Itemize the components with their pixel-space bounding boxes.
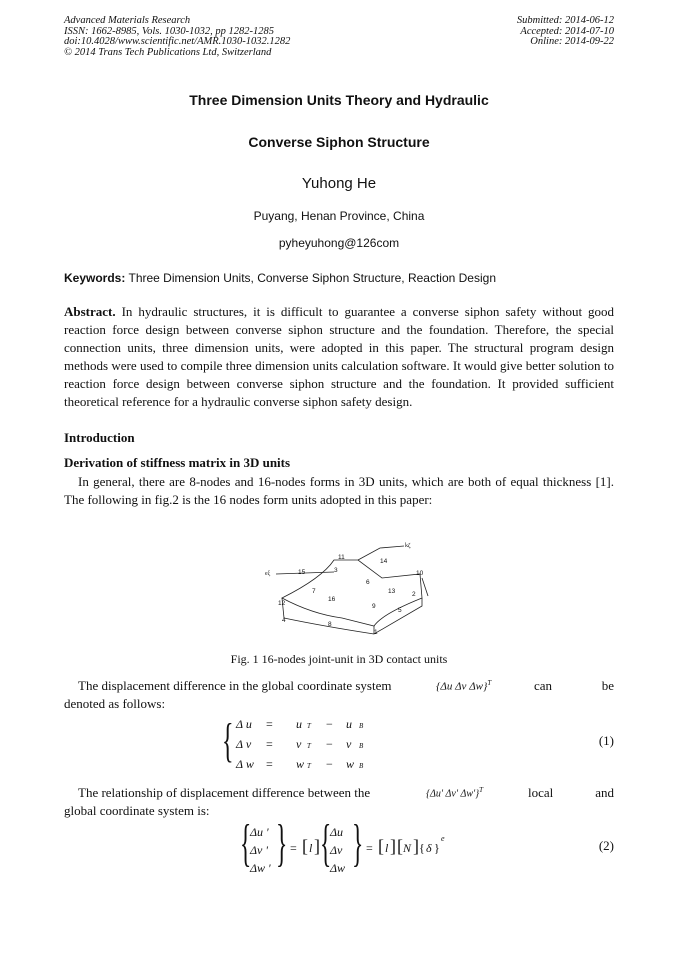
eq2-left-2: Δw ' (250, 861, 271, 875)
eq1-row1-cell0: Δ v (236, 737, 252, 751)
equation-1 (222, 713, 382, 775)
eq2-right-2: Δw (330, 861, 346, 875)
para3-end: global coordinate system is: (64, 803, 210, 818)
email: pyheyuhong@126com (278, 236, 400, 250)
eq1-brace: { (222, 714, 234, 767)
heading-introduction: Introduction (64, 430, 135, 445)
eq2-left-1: Δv ' (250, 843, 268, 857)
para2-start: The displacement difference in the global coordinate system (78, 678, 392, 693)
node-label-8: 8 (328, 621, 332, 628)
paragraph-nodes: In general, there are 8-nodes and 16-nodes forms in 3D units, which are both of equal thickness [1]. The following in fig.2 is the 16 nodes form units adopted in this paper: (64, 474, 614, 507)
eq2-delta: δ (426, 841, 432, 855)
eq1-row1-cell2: v (296, 737, 302, 751)
eq2-right-0: Δu (330, 825, 344, 839)
node-label-16: 16 (328, 596, 336, 603)
node-label-12: 12 (278, 600, 286, 607)
para3-vector (426, 786, 483, 799)
eq1-row2-cell3: T (307, 762, 311, 770)
eq2-bracket-l3: [ (397, 836, 403, 856)
eq2-l2: l (385, 841, 389, 855)
para-relationship (64, 785, 614, 801)
journal-name: Advanced Materials Research (64, 15, 191, 26)
eq2-N: N (403, 841, 412, 855)
doi: doi:10.4028/www.scientific.net/AMR.1030-1032.1282 (64, 36, 291, 47)
para3-local: local (528, 785, 554, 800)
keywords-label: Keywords: (64, 271, 126, 285)
eq2-delta-brace-open: { (419, 841, 425, 855)
eq2-left-0: Δu ' (250, 825, 269, 839)
copyright: © 2014 Trans Tech Publications Ltd, Switzerland (64, 46, 272, 58)
online-date: Online: 2014-09-22 (530, 36, 614, 47)
eq1-row0-cell6: B (359, 722, 364, 730)
eq1-row1-cell1: = (266, 737, 273, 751)
eq1-row0-cell1: = (266, 717, 273, 731)
eq1-row2-cell5: w (346, 757, 355, 771)
affiliation: Puyang, Henan Province, China (253, 209, 425, 223)
eq2-left-brace-open: { (240, 815, 252, 872)
node-label-15: 15 (298, 569, 306, 576)
eq2-bracket-r3: ] (413, 836, 419, 856)
figure-caption: Fig. 1 16-nodes joint-unit in 3D contact units (230, 652, 448, 666)
bottom-edge (282, 598, 422, 634)
eq2-delta-brace-close: } (434, 841, 440, 855)
para3-sup: T (479, 786, 484, 794)
journal-info (64, 16, 290, 58)
para2-be: be (601, 678, 614, 693)
abstract-label: Abstract. (64, 304, 116, 319)
eq2-equals-2: = (366, 841, 373, 855)
eq2-sup: e (441, 834, 445, 843)
issn: ISSN: 1662-8985, Vols. 1030-1032, pp 1282-1285 (64, 25, 274, 37)
node-label-14: 14 (380, 558, 388, 565)
eq2-left-brace-close: } (276, 815, 288, 872)
para2-vector-text: {Δu Δv Δw} (436, 680, 488, 693)
para3-start: The relationship of displacement difference between the (78, 785, 371, 800)
eq2-right-1: Δv (330, 843, 343, 857)
para2-vector (436, 679, 491, 693)
eq1-row2-cell1: = (266, 757, 273, 771)
eq2-equals-1: = (290, 841, 297, 855)
node-label-11: 11 (338, 554, 345, 561)
heading-derivation: Derivation of stiffness matrix in 3D units (64, 455, 291, 470)
eq2-right-vector (330, 823, 345, 877)
abstract-text: In hydraulic structures, it is difficult to guarantee a converse siphon safety without good reaction force design between converse siphon structure and the foundation. Therefore, the special connection units, three dimension units, were adopted in this paper. The structural program design methods were used to compile three dimension units calculation software. It would give better solution to reaction force design between converse siphon structure and the foundation. It provided sufficient theoretical reference for a hydraulic converse siphon safety design. (64, 304, 614, 409)
eq1-row1-cell6: B (359, 742, 364, 750)
para2-can: can (534, 678, 553, 693)
figure-16-node-unit (262, 538, 434, 638)
eq2-l: l (309, 841, 313, 855)
eq2-right-brace-close: } (352, 815, 364, 872)
eq1-row0-cell5: u (346, 717, 352, 731)
node-label-9: 9 (372, 603, 376, 610)
node-label-7: 7 (312, 588, 316, 595)
para2-end: denoted as follows: (64, 696, 166, 711)
eq2-bracket-l: [ (302, 836, 308, 856)
eq2-bracket-r2: ] (390, 836, 396, 856)
eq1-row0-cell4: − (326, 717, 333, 731)
eq1-row0-cell0: Δ u (236, 717, 252, 731)
submitted-date: Submitted: 2014-06-12 (516, 15, 614, 26)
node-label-5: 5 (398, 607, 402, 614)
eq1-row1-cell3: T (307, 742, 311, 750)
paper-title-line2: Converse Siphon Structure (248, 134, 430, 150)
eq2-right-brace-open: { (320, 815, 332, 872)
para-displacement (64, 678, 614, 694)
dates-info (517, 16, 614, 48)
keywords (64, 271, 496, 285)
node-label-2: 2 (412, 591, 416, 598)
accepted-date: Accepted: 2014-07-10 (520, 25, 614, 37)
eq1-row0-cell2: u (296, 717, 302, 731)
para3-and: and (595, 785, 614, 800)
eq1-row2-cell6: B (359, 762, 364, 770)
paper-title-line1: Three Dimension Units Theory and Hydraulic (189, 92, 489, 108)
node-label-4: 4 (282, 617, 286, 624)
eq1-row2-cell0: Δ w (236, 757, 254, 771)
node-label-3: 3 (334, 567, 338, 574)
axis-label-zeta: kζ (405, 543, 411, 549)
axis-label-xi: eξ (265, 571, 271, 577)
eq1-row1-cell5: v (346, 737, 352, 751)
keywords-text: Three Dimension Units, Converse Siphon Structure, Reaction Design (128, 271, 496, 285)
equation-2 (240, 815, 445, 882)
eq2-left-vector (250, 823, 271, 877)
eq1-row0-cell3: T (307, 722, 311, 730)
eq2-bracket-r: ] (314, 836, 320, 856)
para2-sup: T (487, 679, 492, 687)
abstract (64, 303, 614, 411)
node-label-6: 6 (366, 579, 370, 586)
eq2-bracket-l2: [ (378, 836, 384, 856)
eq1-row1-cell4: − (326, 737, 333, 751)
node-label-1: 1 (374, 629, 378, 636)
eq1-row2-cell2: w (296, 757, 305, 771)
para3-vector-text: {Δu' Δv' Δw'} (426, 788, 480, 800)
author-name: Yuhong He (301, 175, 377, 192)
node-label-13: 13 (388, 588, 396, 595)
eq1-number: (1) (598, 733, 614, 748)
node-label-10: 10 (416, 570, 424, 577)
eq1-row2-cell4: − (326, 757, 333, 771)
eq2-number: (2) (598, 838, 614, 853)
